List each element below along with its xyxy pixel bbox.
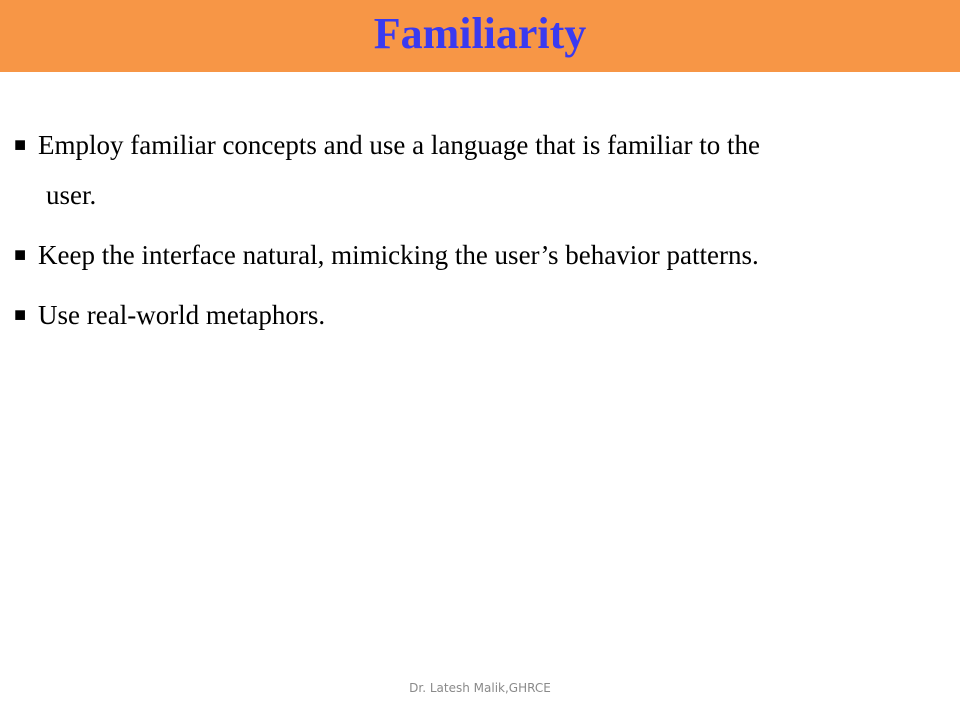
slide-title: Familiarity bbox=[373, 9, 587, 58]
bullet-text-continuation: user. bbox=[46, 180, 97, 210]
bullet-text-line: Use real-world metaphors. bbox=[38, 300, 326, 330]
bullet-item bbox=[14, 230, 934, 280]
bullet-square-icon: ■ bbox=[14, 244, 27, 266]
slide-footer: Dr. Latesh Malik,GHRCE bbox=[409, 681, 551, 695]
bullet-square-icon: ■ bbox=[14, 134, 27, 156]
bullet-text-line: Keep the interface natural, mimicking the user’s behavior patterns. bbox=[38, 240, 759, 270]
bullet-item bbox=[14, 120, 934, 220]
bullet-item bbox=[14, 290, 934, 340]
bullet-text-line: Employ familiar concepts and use a language that is familiar to the bbox=[38, 130, 761, 160]
bullet-square-icon: ■ bbox=[14, 304, 27, 326]
bullet-list bbox=[14, 120, 934, 340]
